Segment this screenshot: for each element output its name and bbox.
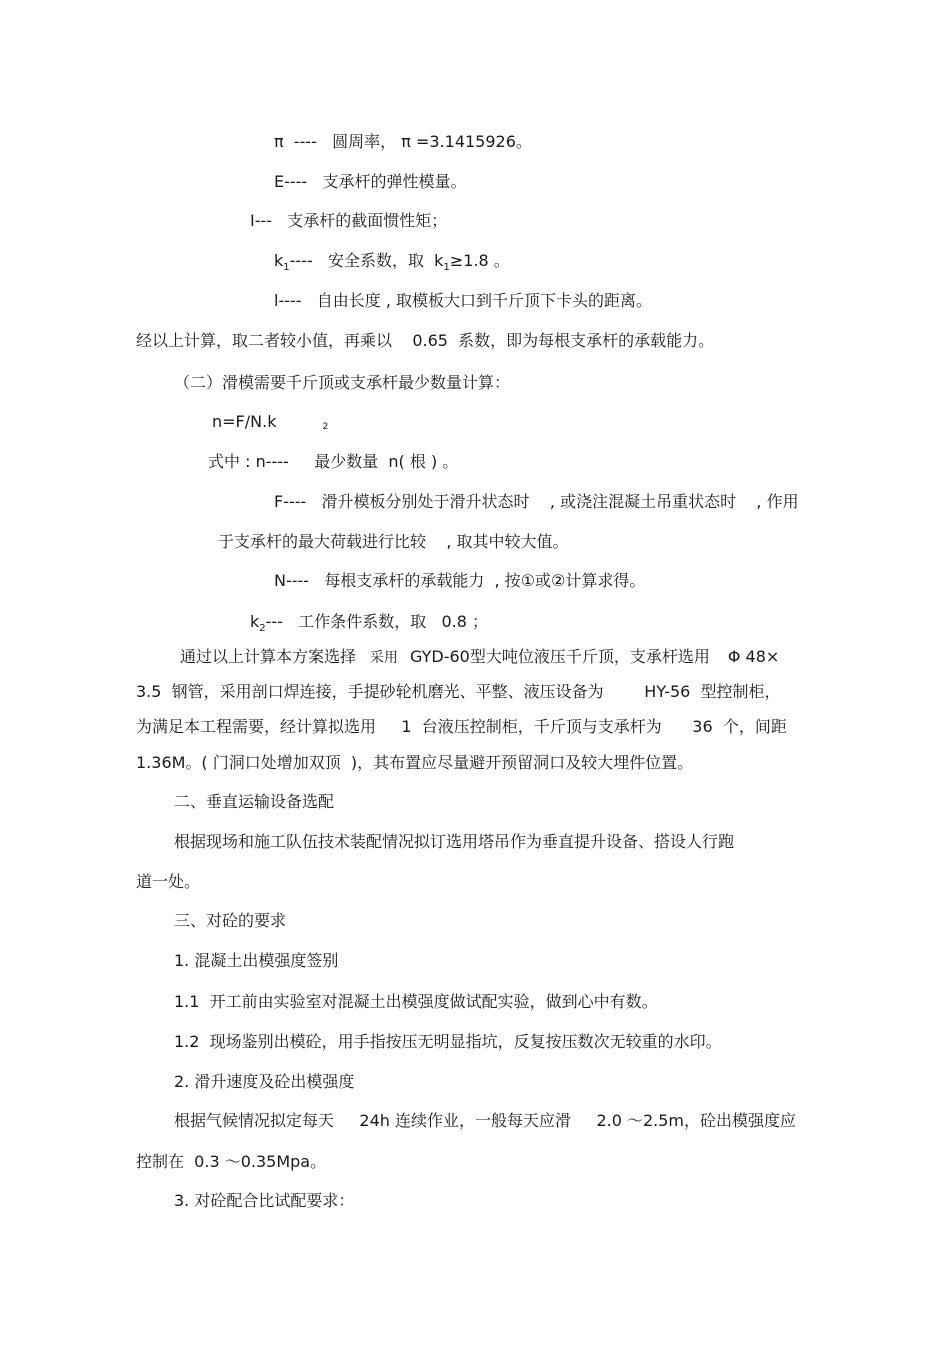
k2-text: --- 工作条件系数，取 0.8 ； (265, 612, 489, 631)
scheme-intro: 通过以上计算本方案选择 (180, 647, 357, 666)
k1-subscript: 1 (283, 262, 290, 273)
n-definition: N---- 每根支承杆的承载能力 , 按①或②计算求得。 (274, 571, 646, 590)
paragraph-transport-line2: 道一处。 (136, 872, 201, 891)
k2-subscript: 2 (259, 623, 266, 634)
formula (212, 412, 328, 435)
f-definition-line2: 于支承杆的最大荷载进行比较 , 取其中较大值。 (218, 532, 569, 551)
paragraph-scheme-line1 (180, 647, 779, 668)
item-1: 1. 混凝土出模强度签别 (174, 951, 339, 970)
paragraph-scheme-line3: 为满足本工程需要，经计算拟选用 1 台液压控制柜，千斤顶与支承杆为 36 个，间距 (136, 717, 787, 736)
k1-definition (274, 251, 510, 274)
k1-subscript-2: 1 (443, 262, 450, 273)
paragraph-transport-line1: 根据现场和施工队伍技术装配情况拟订选用塔吊作为垂直提升设备、搭设人行跑 (174, 832, 735, 851)
pi-definition: π ---- 圆周率， π =3.1415926。 (274, 132, 532, 151)
paragraph-sliding-line1: 根据气候情况拟定每天 24h 连续作业，一般每天应滑 2.0 ～2.5m，砼出模强度应 (174, 1111, 797, 1130)
paragraph-sliding-line2: 控制在 0.3 ～0.35Mpa。 (136, 1152, 327, 1171)
paragraph-scheme-line2: 3.5 钢管，采用剖口焊连接，手提砂轮机磨光、平整、液压设备为 HY-56 型控制柜， (136, 682, 781, 701)
formula-text: n=F/N.k (212, 412, 277, 431)
k1-value: ≥1.8 。 (449, 251, 510, 270)
formula-subscript: 2 (322, 422, 329, 432)
formula-legend-n: 式中 : n---- 最少数量 n( 根 ) 。 (208, 452, 459, 471)
item-1-2: 1.2 现场鉴别出模砼，用手指按压无明显指坑，反复按压数次无较重的水印。 (174, 1032, 722, 1051)
l-definition: l---- 自由长度 , 取模板大口到千斤顶下卡头的距离。 (274, 291, 653, 310)
paragraph-bearing-capacity: 经以上计算，取二者较小值，再乘以 0.65 系数，即为每根支承杆的承载能力。 (136, 331, 715, 350)
heading-vertical-transport: 二、垂直运输设备选配 (174, 792, 335, 811)
i-definition: I--- 支承杆的截面惯性矩； (250, 211, 448, 230)
item-3: 3. 对砼配合比试配要求： (174, 1191, 355, 1210)
heading-concrete-requirements: 三、对砼的要求 (174, 911, 287, 930)
scheme-pipe: Φ 48× (727, 647, 780, 666)
k2-definition (250, 612, 488, 635)
k1-symbol: k (274, 251, 284, 270)
k1-text: ---- 安全系数，取 k (289, 251, 444, 270)
scheme-jack: GYD-60型大吨位液压千斤顶，支承杆选用 (410, 647, 710, 666)
scheme-adopt: 采用 (370, 650, 399, 666)
k2-symbol: k (250, 612, 260, 631)
item-2: 2. 滑升速度及砼出模强度 (174, 1072, 355, 1091)
item-1-1: 1.1 开工前由实验室对混凝土出模强度做试配实验，做到心中有数。 (174, 992, 658, 1011)
f-definition-line1 (274, 492, 844, 512)
f-definition-text: F---- 滑升模板分别处于滑升状态时 , 或浇注混凝土吊重状态时 , 作用 (274, 492, 799, 511)
e-definition: E---- 支承杆的弹性模量。 (274, 172, 467, 191)
paragraph-scheme-line4: 1.36M。( 门洞口处增加双顶 )，其布置应尽量避开预留洞口及较大埋件位置。 (136, 753, 694, 772)
section-heading-min-quantity: （二）滑模需要千斤顶或支承杆最少数量计算： (174, 373, 511, 392)
